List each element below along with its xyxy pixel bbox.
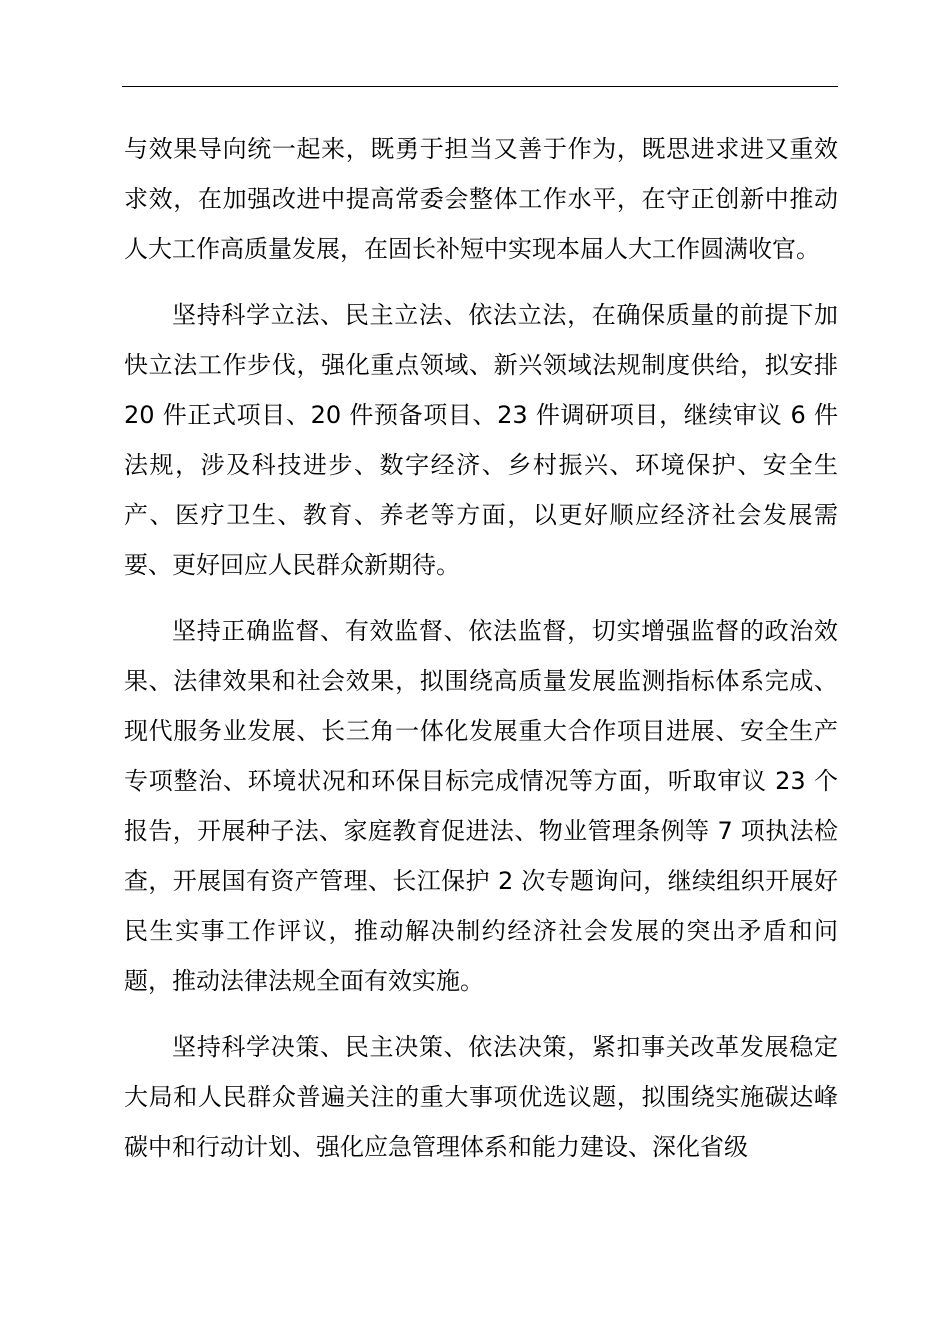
- paragraph-legislation: 坚持科学立法、民主立法、依法立法，在确保质量的前提下加快立法工作步伐，强化重点领域、新兴领域法规制度供给，拟安排 20 件正式项目、20 件预备项目、23 件调研项目，继续审议 6 件法规，涉及科技进步、数字经济、乡村振兴、环境保护、安全生产、医疗卫生、教育、养老等方面，以更好顺应经济社会发展需要、更好回应人民群众新期待。: [124, 301, 838, 579]
- document-body: [124, 124, 838, 1172]
- paragraph-continued: 与效果导向统一起来，既勇于担当又善于作为，既思进求进又重效求效，在加强改进中提高常委会整体工作水平，在守正创新中推动人大工作高质量发展，在固长补短中实现本届人大工作圆满收官。: [124, 135, 838, 263]
- paragraph-supervision: 坚持正确监督、有效监督、依法监督，切实增强监督的政治效果、法律效果和社会效果，拟围绕高质量发展监测指标体系完成、现代服务业发展、长三角一体化发展重大合作项目进展、安全生产专项整治、环境状况和环保目标完成情况等方面，听取审议 23 个报告，开展种子法、家庭教育促进法、物业管理条例等 7 项执法检查，开展国有资产管理、长江保护 2 次专题询问，继续组织开展好民生实事工作评议，推动解决制约经济社会发展的突出矛盾和问题，推动法律法规全面有效实施。: [124, 617, 838, 995]
- paragraph-decision: 坚持科学决策、民主决策、依法决策，紧扣事关改革发展稳定大局和人民群众普遍关注的重大事项优选议题，拟围绕实施碳达峰碳中和行动计划、强化应急管理体系和能力建设、深化省级: [124, 1033, 838, 1161]
- header-rule: [122, 86, 838, 87]
